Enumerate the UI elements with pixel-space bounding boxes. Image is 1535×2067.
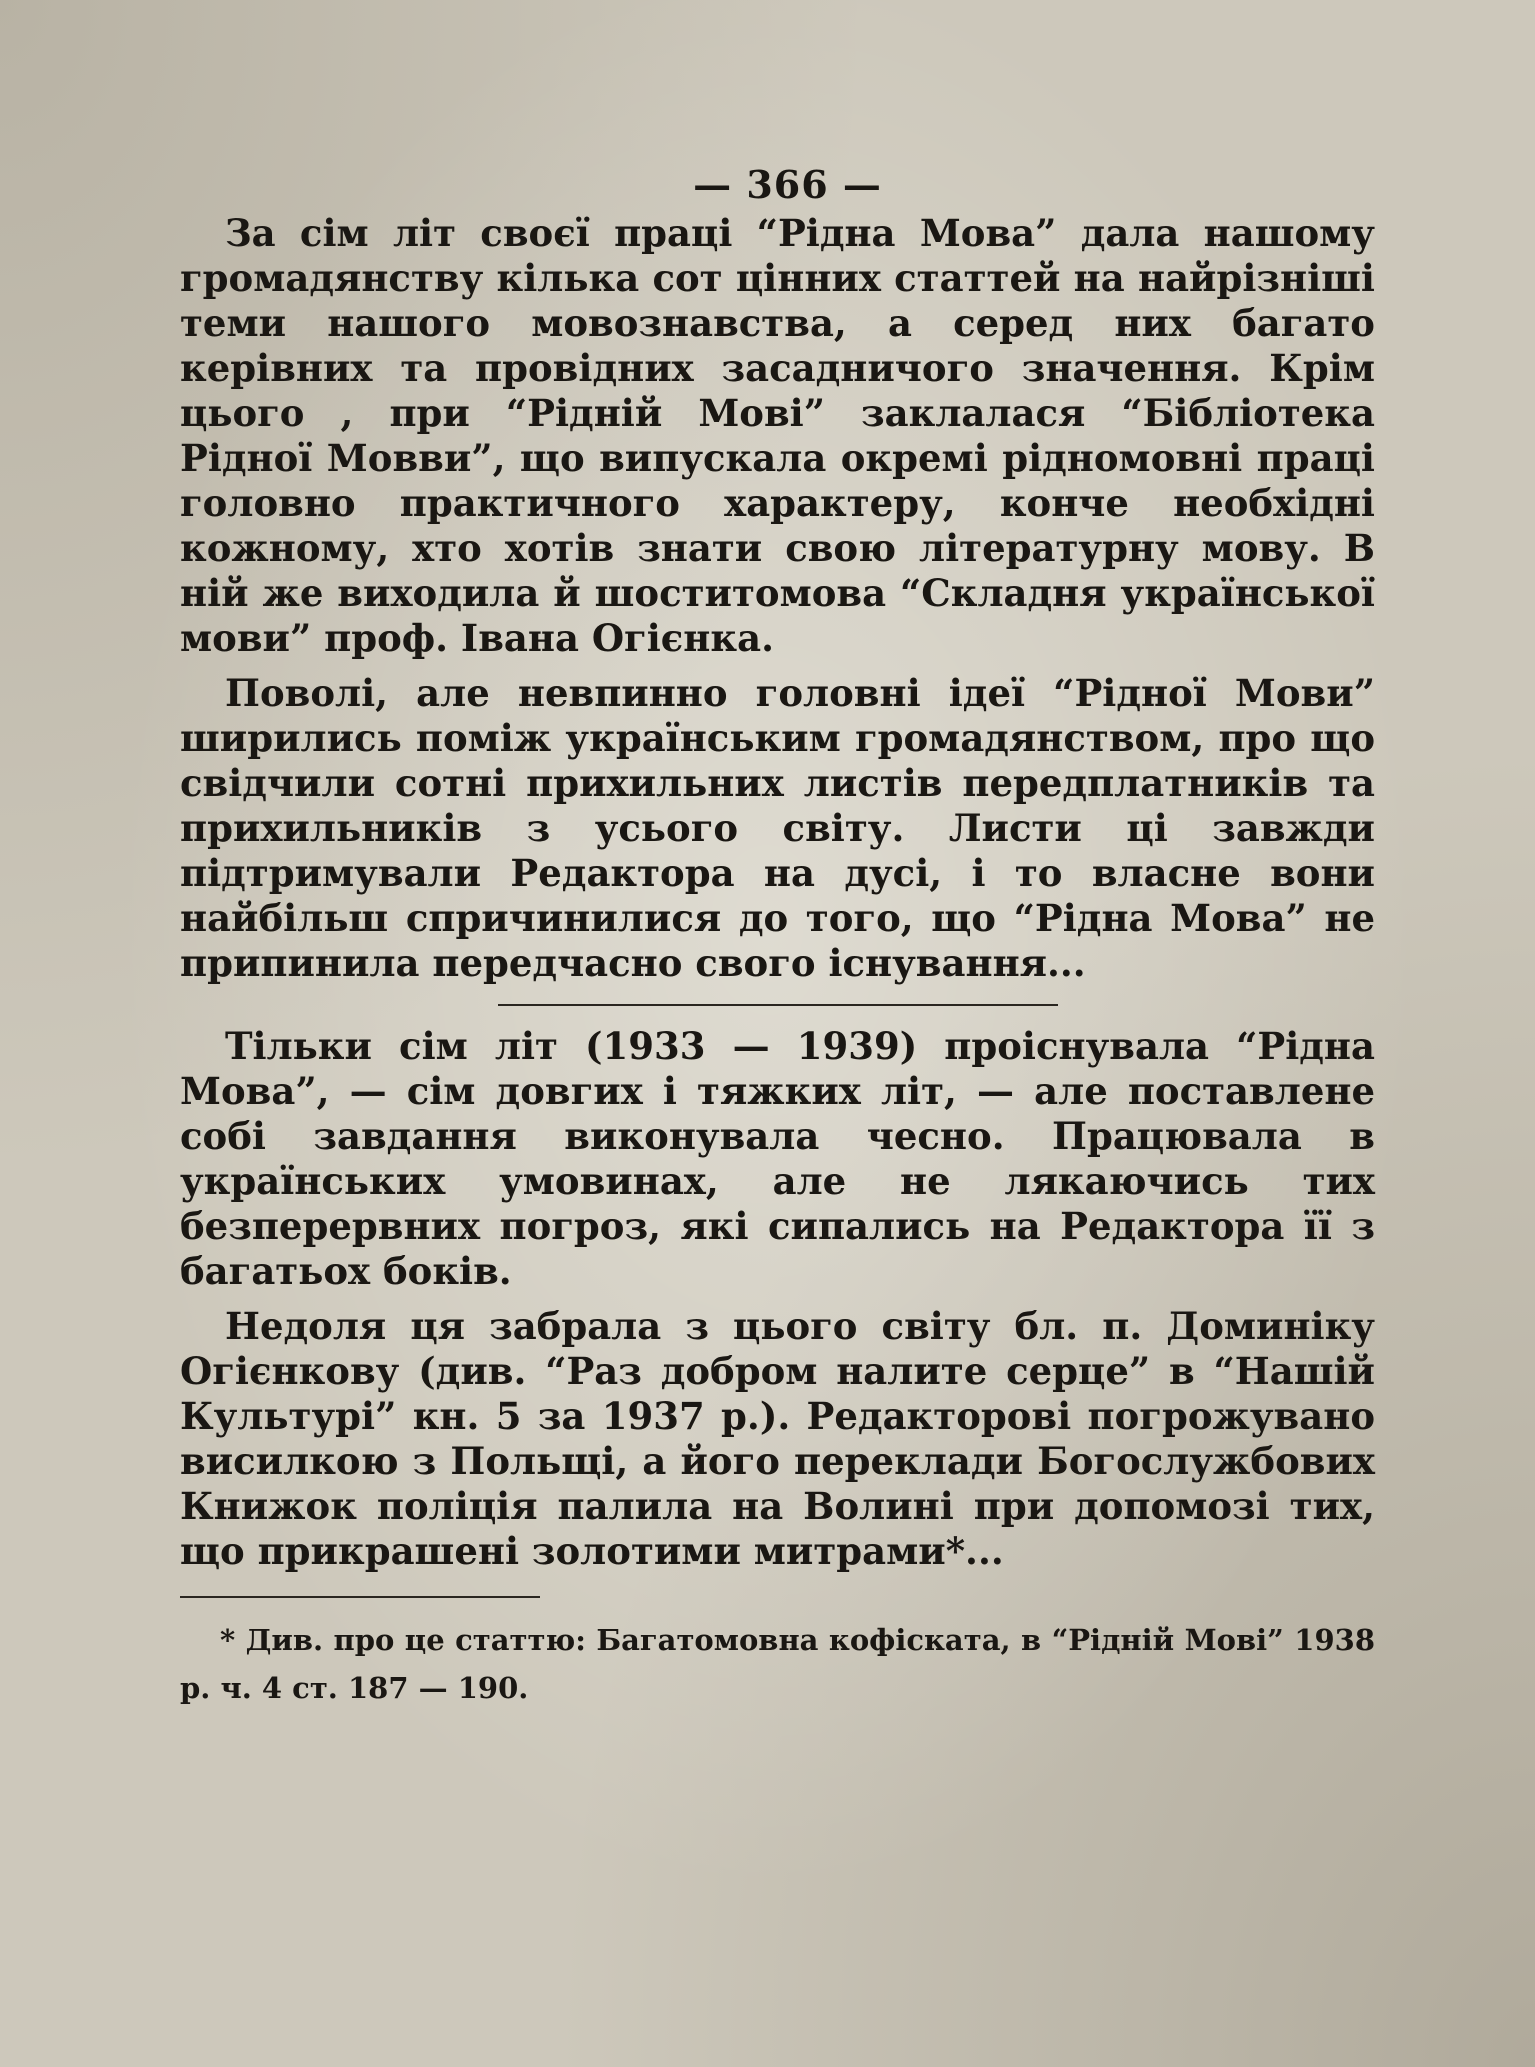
page-text bbox=[180, 162, 1375, 1712]
paragraph-1: За сім літ своєї праці “Рідна Мова” дала нашому громадянству кілька сот цінних статтей на найрізніші теми нашого мовознавства, а серед них багато керівних та провідних засадничого значення. Крім цього , при “Рідній Мові” заклалася “Бібліотека Рідної Мовви”, що випускала окремі рідномовні праці головно практичного характеру, конче необхідні кожному, хто хотів знати свою літературну мову. В ній же виходила й шоститомова “Складня української мови” проф. Івана Огієнка. bbox=[180, 211, 1375, 660]
paragraph-3: Тільки сім літ (1933 — 1939) проіснувала “Рідна Мова”, — сім довгих і тяжких літ, — але поставлене собі завдання виконувала чесно. Працювала в українських умовинах, але не лякаючись тих безперервних погроз, які сипались на Редактора її з багатьох боків. bbox=[180, 1024, 1375, 1293]
footnote-divider bbox=[180, 1596, 540, 1598]
section-divider bbox=[498, 1004, 1058, 1006]
paragraph-2: Поволі, але невпинно головні ідеї “Рідної Мови” ширились поміж українським громадянством, про що свідчили сотні прихильних листів передплатників та прихильників з усього світу. Листи ці завжди підтримували Редактора на дусі, і то власне вони найбільш спричинилися до того, що “Рідна Мова” не припинила передчасно свого існування... bbox=[180, 671, 1375, 985]
paragraph-4: Недоля ця забрала з цього світу бл. п. Доминіку Огієнкову (див. “Раз добром налите серце” в “Нашій Культурі” кн. 5 за 1937 р.). Редакторові погрожувано висилкою з Польщі, а його переклади Богослужбових Книжок поліція палила на Волині при допомозі тих, що прикрашені золотими митрами*... bbox=[180, 1304, 1375, 1573]
page-number: — 366 — bbox=[693, 162, 882, 207]
footnote: * Див. про це статтю: Багатомовна кофіската, в “Рідній Мові” 1938 р. ч. 4 ст. 187 — 190. bbox=[180, 1623, 1375, 1705]
